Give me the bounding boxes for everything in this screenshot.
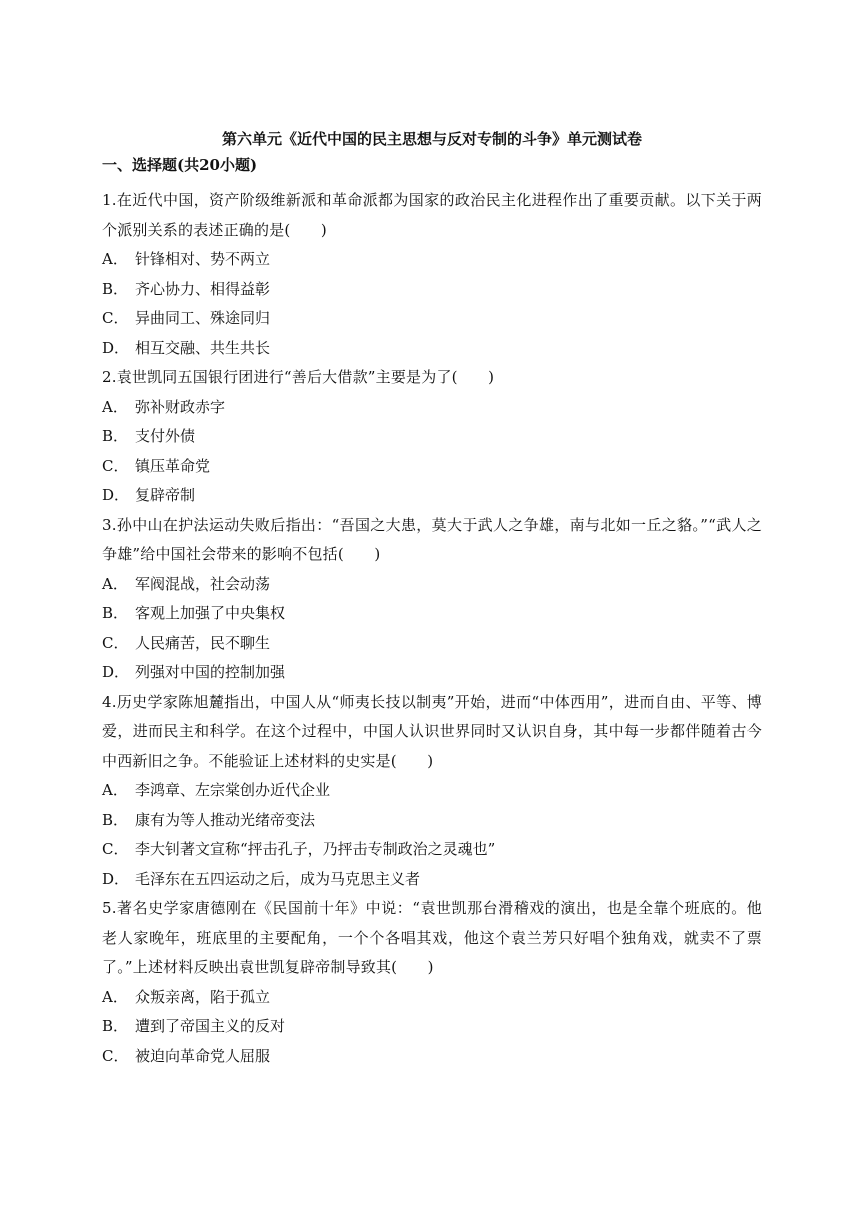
document-page (102, 129, 762, 1071)
option-text: 针锋相对、势不两立 (135, 250, 271, 268)
question-5 (102, 894, 762, 1071)
option-b (102, 806, 762, 836)
option-letter: B． (102, 1017, 129, 1035)
option-d (102, 481, 762, 511)
option-text: 异曲同工、殊途同归 (135, 309, 271, 327)
option-text: 客观上加强了中央集权 (135, 604, 286, 622)
option-letter: A． (102, 250, 128, 268)
question-stem: 1.在近代中国，资产阶级维新派和革命派都为国家的政治民主化进程作出了重要贡献。以下关于两个派别关系的表述正确的是( ) (102, 191, 762, 239)
option-letter: B． (102, 427, 129, 445)
option-text: 复辟帝制 (135, 486, 196, 504)
question-stem: 2.袁世凯同五国银行团进行“善后大借款”主要是为了( ) (102, 368, 495, 386)
option-d (102, 658, 762, 688)
option-c (102, 452, 762, 482)
option-a (102, 983, 762, 1013)
option-text: 列强对中国的控制加强 (135, 663, 286, 681)
option-c (102, 1042, 762, 1072)
option-b (102, 1012, 762, 1042)
option-a (102, 570, 762, 600)
option-letter: A． (102, 397, 128, 416)
option-letter: B． (102, 279, 129, 298)
question-3 (102, 511, 762, 688)
option-text: 人民痛苦，民不聊生 (135, 633, 271, 652)
option-text: 李大钊著文宣称“抨击孔子，乃抨击专制政治之灵魂也” (135, 840, 496, 858)
question-4 (102, 688, 762, 895)
question-stem: 5.著名史学家唐德刚在《民国前十年》中说：“袁世凯那台滑稽戏的演出，也是全靠个班底的。他老人家晚年，班底里的主要配角，一个个各唱其戏，他这个袁兰芳只好唱个独角戏，就卖不了票了。”上述材料反映出袁世凯复辟帝制导致其( ) (102, 899, 762, 976)
question-2 (102, 363, 762, 511)
option-a (102, 393, 762, 423)
option-letter: A． (102, 574, 128, 593)
option-letter: B． (102, 810, 129, 829)
option-letter: C． (102, 633, 129, 652)
option-text: 弥补财政赤字 (135, 397, 226, 416)
option-text: 毛泽东在五四运动之后，成为马克思主义者 (135, 869, 421, 888)
option-b (102, 422, 762, 452)
option-letter: D． (102, 486, 130, 504)
option-text: 遭到了帝国主义的反对 (135, 1017, 286, 1035)
option-letter: C． (102, 1046, 129, 1065)
option-c (102, 629, 762, 659)
option-c (102, 304, 762, 334)
option-text: 支付外债 (135, 427, 196, 445)
option-letter: D． (102, 869, 130, 888)
option-text: 李鸿章、左宗棠创办近代企业 (135, 781, 331, 799)
option-text: 康有为等人推动光绪帝变法 (135, 810, 316, 829)
option-a (102, 245, 762, 275)
option-letter: A． (102, 781, 128, 799)
option-letter: C． (102, 840, 129, 858)
option-letter: D． (102, 663, 130, 681)
option-letter: C． (102, 309, 129, 327)
option-text: 军阀混战，社会动荡 (135, 574, 271, 593)
option-text: 被迫向革命党人屈服 (135, 1046, 271, 1065)
option-text: 镇压革命党 (135, 456, 211, 475)
option-letter: A． (102, 987, 128, 1006)
option-letter: D． (102, 338, 130, 357)
option-b (102, 275, 762, 305)
option-letter: C． (102, 456, 129, 475)
option-letter: B． (102, 604, 129, 622)
question-1 (102, 186, 762, 363)
option-b (102, 599, 762, 629)
question-stem: 3.孙中山在护法运动失败后指出：“吾国之大患，莫大于武人之争雄，南与北如一丘之貉。”“武人之争雄”给中国社会带来的影响不包括( ) (102, 515, 762, 563)
option-c (102, 835, 762, 865)
section-title: 一、选择题(共20小题) (102, 156, 258, 174)
option-text: 齐心协力、相得益彰 (135, 279, 271, 298)
option-d (102, 334, 762, 364)
option-a (102, 776, 762, 806)
document-title: 第六单元《近代中国的民主思想与反对专制的斗争》单元测试卷 (221, 130, 642, 148)
option-d (102, 865, 762, 895)
option-text: 众叛亲离，陷于孤立 (135, 987, 271, 1006)
question-stem: 4.历史学家陈旭麓指出，中国人从“师夷长技以制夷”开始，进而“中体西用”，进而自由、平等、博爱，进而民主和科学。在这个过程中，中国人认识世界同时又认识自身，其中每一步都伴随着古今中西新旧之争。不能验证上述材料的史实是( ) (102, 692, 762, 770)
option-text: 相互交融、共生共长 (135, 338, 271, 357)
